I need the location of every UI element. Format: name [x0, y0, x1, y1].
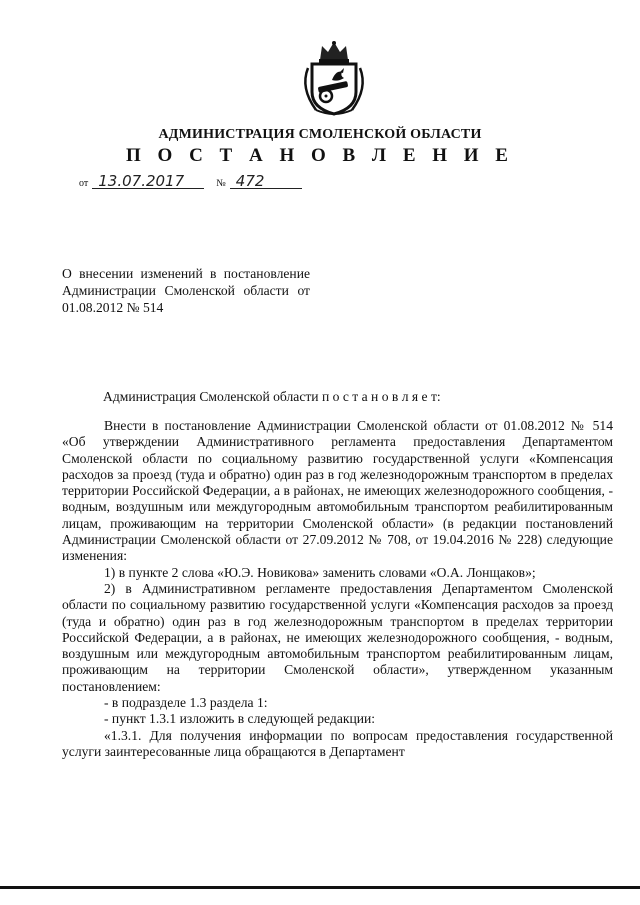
date-value: 13.07.2017 — [92, 174, 204, 189]
page-bottom-rule — [0, 886, 640, 889]
paragraph-subsection: - в подразделе 1.3 раздела 1: — [104, 695, 268, 711]
paragraph-item-1: 1) в пункте 2 слова «Ю.Э. Новикова» заменить словами «О.А. Лонщаков»; — [104, 564, 536, 580]
preamble: Администрация Смоленской области п о с т а н о в л я е т: — [103, 389, 441, 404]
smolensk-coat-of-arms-icon — [296, 40, 372, 116]
paragraph-item-2: 2) в Административном регламенте предоставления Департаментом Смоленской области по социальному развитию государственной услуги «Компенсация расходов за проезд (туда и обратно) один раз в год железнодорожным транспортом в пределах территории Российской Федерации, а в районах, не имеющих железнодорожного сообщения, - водным, воздушным или междугородным автомобильным транспортом реабилитированным лицам, проживающим на территории Смоленской области», утвержденном указанным постановлением: — [62, 580, 613, 694]
number-value: 472 — [230, 174, 302, 189]
paragraph-intro: Внести в постановление Администрации Смоленской области от 01.08.2012 № 514 «Об утверждении Административного регламента предоставления Департаментом Смоленской области по социальному развитию государственной услуги «Компенсация расходов за проезд (туда и обратно) один раз в год железнодорожным транспортом в пределах территории Российской Федерации, а в районах, не имеющих железнодорожного сообщения, - водным, воздушным или междугородным автомобильным транспортом реабилитированным лицам, проживающим на территории Смоленской области» (в редакции постановлений Администрации Смоленской области от 27.09.2012 № 708, от 19.04.2016 № 228) следующие изменения: — [62, 418, 613, 564]
paragraph-point: - пункт 1.3.1 изложить в следующей редакции: — [104, 711, 376, 727]
main-body — [62, 418, 613, 760]
document-subject: О внесении изменений в постановление Администрации Смоленской области от 01.08.2012 № 514 — [62, 266, 310, 315]
document-type-title: П О С Т А Н О В Л Е Н И Е — [126, 145, 514, 166]
paragraph-quote: «1.3.1. Для получения информации по вопросам предоставления государственной услуги заинтересованные лица обращаются в Департамент — [62, 727, 613, 759]
agency-name: АДМИНИСТРАЦИЯ СМОЛЕНСКОЙ ОБЛАСТИ — [158, 127, 482, 142]
date-prefix: от — [79, 178, 89, 189]
date-number-line — [75, 174, 302, 189]
number-prefix: № — [216, 178, 226, 189]
